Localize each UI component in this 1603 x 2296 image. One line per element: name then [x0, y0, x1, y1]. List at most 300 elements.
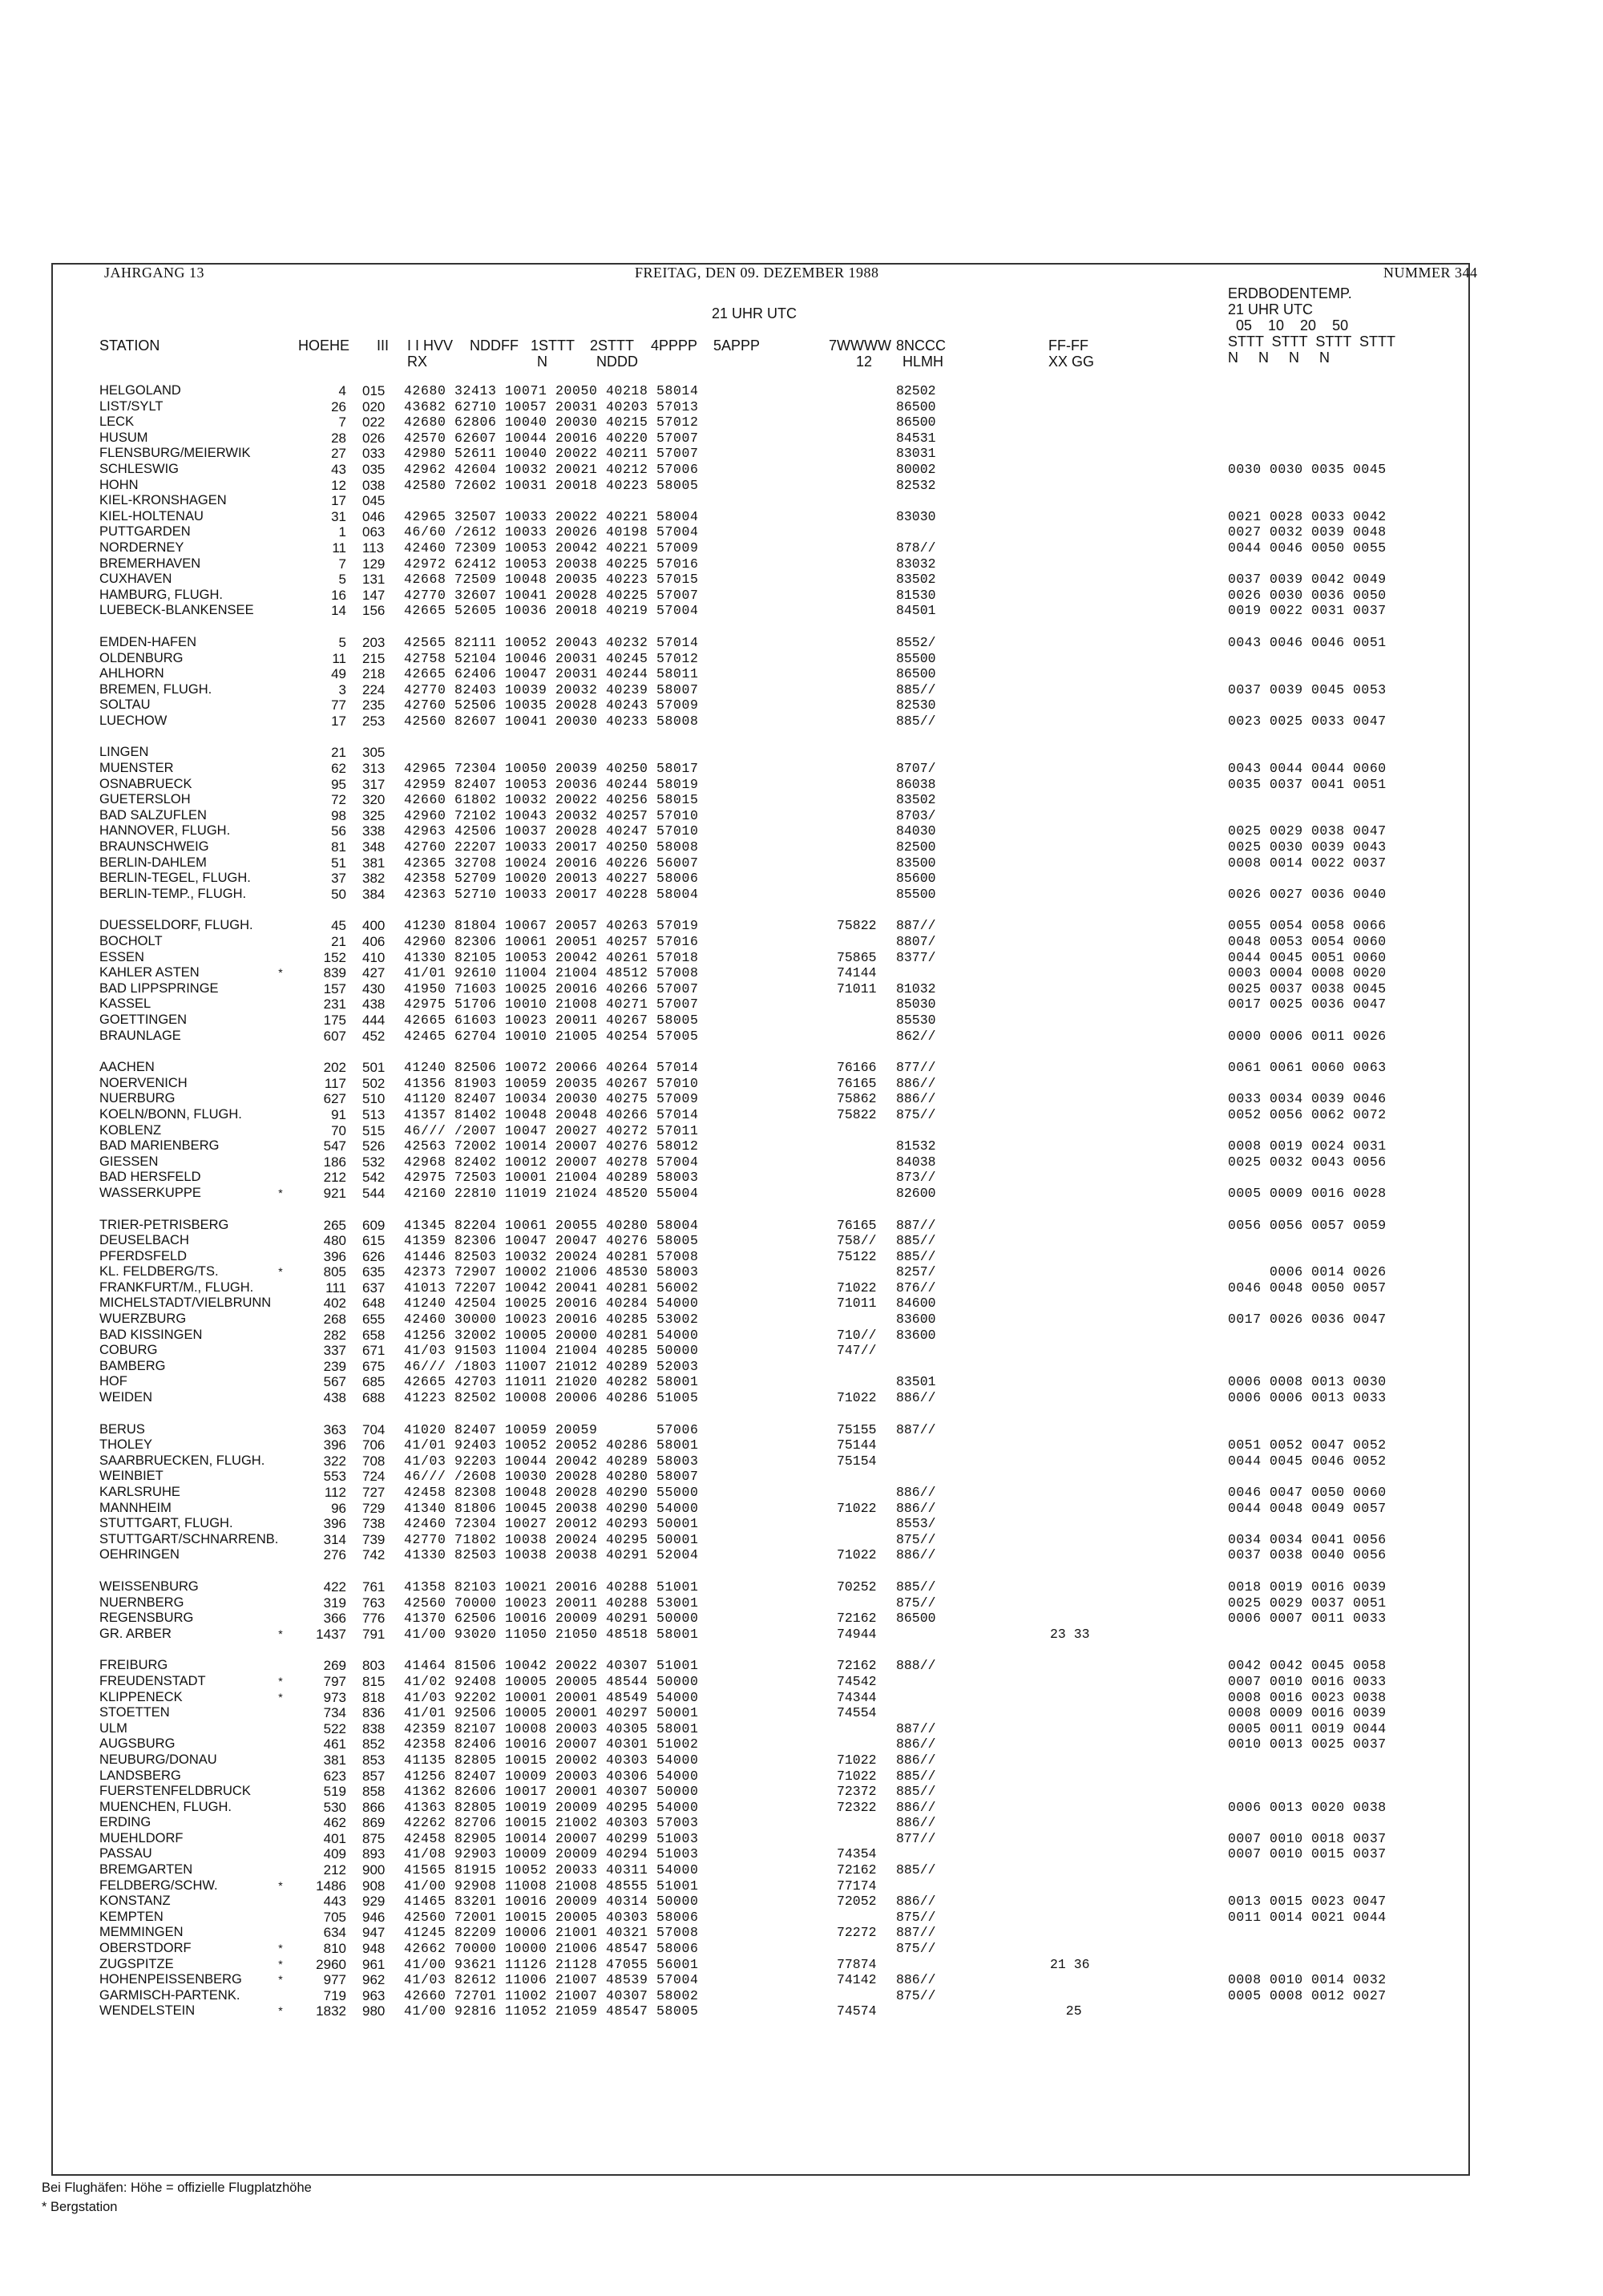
synop-groups: 41/01 92610 11004 21004 48512 57008: [404, 965, 699, 981]
station-name: MICHELSTADT/VIELBRUNN: [99, 1296, 272, 1311]
station-index: 776: [362, 1611, 386, 1627]
station-index: 852: [362, 1736, 386, 1752]
station-name: MUENSTER: [99, 761, 174, 776]
table-row: [0, 981, 1603, 997]
station-height: 51: [331, 855, 346, 871]
station-index: 444: [362, 1012, 386, 1028]
station-height: 26: [331, 398, 346, 414]
station-height: 152: [323, 949, 346, 965]
station-index: 224: [362, 681, 386, 697]
cloud-group: 86038: [896, 776, 936, 792]
station-name: TRIER-PETRISBERG: [99, 1217, 229, 1232]
station-index: 866: [362, 1799, 386, 1815]
station-name: WEISSENBURG: [99, 1578, 199, 1594]
mountain-station-marker: *: [278, 1674, 283, 1688]
station-height: 422: [323, 1578, 346, 1595]
cloud-group: 86500: [896, 1611, 936, 1627]
table-row: [0, 839, 1603, 855]
station-height: 402: [323, 1296, 346, 1312]
soil-temperatures: 0005 0011 0019 0044: [1228, 1720, 1387, 1736]
station-index: 215: [362, 650, 386, 666]
station-index: 900: [362, 1862, 386, 1878]
station-height: 17: [331, 713, 346, 729]
observation-time: 21 UHR UTC: [712, 305, 797, 321]
station-height: 49: [331, 666, 346, 682]
table-row: [0, 462, 1603, 478]
table-row: [0, 540, 1603, 556]
cloud-group: 888//: [896, 1658, 936, 1674]
synop-groups: 41/03 92202 10001 20001 48549 54000: [404, 1689, 699, 1705]
cloud-group: 862//: [896, 1028, 936, 1044]
station-name: KOBLENZ: [99, 1122, 162, 1138]
table-row: [0, 996, 1603, 1013]
weather-group: 74344: [837, 1689, 877, 1705]
cloud-group: 886//: [896, 1075, 936, 1091]
cloud-group: 8377/: [896, 949, 936, 965]
station-index: 706: [362, 1437, 386, 1453]
station-height: 522: [323, 1720, 346, 1736]
station-height: 112: [324, 1485, 346, 1500]
col-8nccc: 8NCCC: [896, 338, 947, 354]
cloud-group: 886//: [896, 1972, 936, 1988]
table-row: [0, 1218, 1603, 1234]
weather-group: 74142: [837, 1972, 877, 1988]
cloud-group: 84030: [896, 823, 936, 839]
cloud-group: 886//: [896, 1894, 936, 1910]
station-name: WASSERKUPPE: [99, 1185, 201, 1200]
station-index: 908: [362, 1878, 386, 1894]
station-name: MUENCHEN, FLUGH.: [99, 1799, 232, 1814]
station-index: 452: [362, 1028, 386, 1044]
table-row: [0, 651, 1603, 667]
station-height: 381: [323, 1752, 346, 1768]
station-height: 111: [325, 1279, 346, 1296]
table-row: [0, 1186, 1603, 1202]
cloud-group: 82600: [896, 1185, 936, 1201]
soil-temperatures: 0044 0045 0046 0052: [1228, 1453, 1387, 1469]
cloud-group: 886//: [896, 1390, 936, 1406]
col-2sttt: 2STTT: [590, 338, 635, 354]
soil-temp-depths: 05 10 20 50: [1236, 317, 1349, 333]
station-index: 729: [362, 1500, 386, 1516]
cloud-group: 877//: [896, 1830, 936, 1846]
cloud-group: 81532: [896, 1138, 936, 1154]
synop-groups: 42680 32413 10071 20050 40218 58014: [404, 383, 699, 398]
soil-temperatures: 0006 0014 0026: [1228, 1264, 1387, 1280]
station-name: NORDERNEY: [99, 540, 184, 555]
weather-group: 71022: [837, 1390, 877, 1406]
station-index: 685: [362, 1374, 386, 1390]
station-index: 038: [362, 477, 386, 493]
station-height: 396: [323, 1248, 346, 1264]
station-name: FREIBURG: [99, 1658, 168, 1673]
synop-groups: 42560 72001 10015 20005 40303 58006: [404, 1909, 699, 1925]
table-row: [0, 1925, 1603, 1941]
station-height: 17: [331, 493, 346, 509]
synop-groups: 42770 82403 10039 20032 40239 58007: [404, 681, 699, 697]
station-height: 50: [331, 886, 346, 902]
station-height: 396: [323, 1516, 346, 1532]
synop-groups: 41357 81402 10048 20048 40266 57014: [404, 1106, 699, 1122]
station-index: 325: [362, 807, 386, 823]
table-row: [0, 1469, 1603, 1485]
col-nddd: NDDD: [596, 354, 638, 370]
station-index: 410: [362, 949, 386, 965]
cloud-group: 887//: [896, 1217, 936, 1233]
cloud-group: 82532: [896, 477, 936, 493]
synop-groups: 41363 82805 10019 20009 40295 54000: [404, 1799, 699, 1815]
synop-groups: 42665 62406 10047 20031 40244 58011: [404, 666, 699, 682]
soil-temperatures: 0044 0045 0051 0060: [1228, 949, 1387, 965]
soil-temperatures: 0025 0030 0039 0043: [1228, 839, 1387, 855]
soil-temperatures: 0042 0042 0045 0058: [1228, 1658, 1387, 1674]
soil-temperatures: 0005 0008 0012 0027: [1228, 1987, 1387, 2003]
synop-groups: 42359 82107 10008 20003 40305 58001: [404, 1720, 699, 1736]
synop-groups: 42680 62806 10040 20030 40215 57012: [404, 414, 699, 430]
station-height: 547: [323, 1138, 346, 1154]
soil-temperatures: 0017 0026 0036 0047: [1228, 1312, 1387, 1328]
station-height: 77: [331, 697, 346, 713]
station-name: BREMERHAVEN: [99, 556, 201, 571]
station-name: LIST/SYLT: [99, 398, 164, 414]
table-row: [0, 1705, 1603, 1721]
station-index: 317: [362, 776, 386, 792]
synop-groups: 41240 42504 10025 20016 40284 54000: [404, 1296, 699, 1312]
station-index: 131: [362, 572, 386, 588]
station-name: STUTTGART, FLUGH.: [99, 1516, 233, 1531]
station-height: 438: [323, 1390, 346, 1406]
table-row: [0, 1846, 1603, 1862]
station-height: 973: [323, 1689, 346, 1705]
synop-groups: 42373 72907 10002 21006 48530 58003: [404, 1264, 699, 1280]
station-index: 320: [362, 792, 386, 808]
synop-groups: 41013 72207 10042 20041 40281 56002: [404, 1279, 699, 1296]
cloud-group: 875//: [896, 1941, 936, 1957]
table-row: [0, 745, 1603, 761]
synop-groups: 41/00 92908 11008 21008 48555 51001: [404, 1878, 699, 1894]
station-index: 381: [362, 855, 386, 871]
station-name: FUERSTENFELDBRUCK: [99, 1784, 251, 1799]
table-row: [0, 1894, 1603, 1910]
station-index: 046: [362, 508, 386, 524]
table-row: [0, 1170, 1603, 1186]
weather-group: 76166: [837, 1060, 877, 1076]
mountain-station-marker: *: [278, 966, 283, 980]
cloud-group: 875//: [896, 1531, 936, 1547]
station-index: 305: [362, 745, 386, 761]
station-name: KARLSRUHE: [99, 1485, 180, 1499]
station-name: WEINBIET: [99, 1469, 164, 1484]
mountain-station-marker: *: [278, 2004, 283, 2018]
wind-peak-group: 23 33: [1050, 1626, 1090, 1642]
synop-groups: 42965 72304 10050 20039 40250 58017: [404, 761, 699, 777]
cloud-group: 887//: [896, 918, 936, 934]
station-height: 11: [332, 540, 346, 556]
soil-temperatures: 0027 0032 0039 0048: [1228, 524, 1387, 540]
table-row: [0, 855, 1603, 871]
station-height: 202: [323, 1060, 346, 1076]
soil-temperatures: 0008 0019 0024 0031: [1228, 1138, 1387, 1154]
station-index: 542: [362, 1170, 386, 1186]
table-row: [0, 1123, 1603, 1139]
station-name: THOLEY: [99, 1437, 153, 1453]
station-name: OEHRINGEN: [99, 1547, 180, 1562]
station-index: 510: [362, 1091, 386, 1107]
table-row: [0, 1154, 1603, 1170]
weather-group: 72272: [837, 1925, 877, 1941]
table-row: [0, 823, 1603, 839]
synop-groups: 41356 81903 10059 20035 40267 57010: [404, 1075, 699, 1091]
station-name: BREMEN, FLUGH.: [99, 681, 212, 697]
weather-group: 71022: [837, 1768, 877, 1784]
station-index: 430: [362, 980, 386, 996]
station-index: 532: [362, 1154, 386, 1170]
synop-groups: 42758 52104 10046 20031 40245 57012: [404, 650, 699, 666]
cloud-group: 84038: [896, 1154, 936, 1170]
group-separator: [0, 729, 1603, 745]
weather-group: 74574: [837, 2003, 877, 2019]
synop-groups: 41370 62506 10016 20009 40291 50000: [404, 1611, 699, 1627]
cloud-group: 8552/: [896, 634, 936, 650]
soil-temperatures: 0055 0054 0058 0066: [1228, 918, 1387, 934]
station-name: BERUS: [99, 1421, 145, 1437]
station-index: 615: [362, 1233, 386, 1249]
synop-groups: 41/03 92203 10044 20042 40289 58003: [404, 1453, 699, 1469]
synop-groups: 42665 52605 10036 20018 40219 57004: [404, 603, 699, 619]
cloud-group: 875//: [896, 1595, 936, 1611]
cloud-group: 83600: [896, 1312, 936, 1328]
soil-temperatures: 0037 0039 0045 0053: [1228, 681, 1387, 697]
synop-groups: 42365 32708 10024 20016 40226 56007: [404, 855, 699, 871]
station-height: 28: [331, 430, 346, 446]
soil-temperatures: 0021 0028 0033 0042: [1228, 508, 1387, 524]
station-name: ZUGSPITZE: [99, 1956, 174, 1971]
station-index: 836: [362, 1705, 386, 1721]
station-name: BAD LIPPSPRINGE: [99, 980, 219, 996]
synop-groups: 41020 82407 10059 20059 57006: [404, 1421, 699, 1437]
station-index: 626: [362, 1248, 386, 1264]
station-index: 947: [362, 1925, 386, 1941]
weather-group: 75144: [837, 1437, 877, 1453]
weather-group: 71022: [837, 1547, 877, 1563]
soil-temperatures: 0007 0010 0018 0037: [1228, 1830, 1387, 1846]
group-separator: [0, 1202, 1603, 1218]
station-height: 27: [331, 446, 346, 462]
station-height: 734: [323, 1705, 346, 1721]
synop-groups: 41950 71603 10025 20016 40266 57007: [404, 980, 699, 996]
station-name: LANDSBERG: [99, 1768, 181, 1783]
table-row: [0, 1674, 1603, 1690]
cloud-group: 887//: [896, 1421, 936, 1437]
cloud-group: 886//: [896, 1815, 936, 1831]
soil-temperatures: 0007 0010 0016 0033: [1228, 1673, 1387, 1689]
weather-group: 76165: [837, 1075, 877, 1091]
cloud-group: 885//: [896, 1862, 936, 1878]
table-row: [0, 1091, 1603, 1107]
station-height: 21: [331, 934, 346, 949]
synop-groups: 42662 70000 10000 21006 48547 58006: [404, 1941, 699, 1957]
synop-groups: 42668 72509 10048 20035 40223 57015: [404, 572, 699, 588]
synop-groups: 42363 52710 10033 20017 40228 58004: [404, 886, 699, 902]
col-rx: RX: [407, 354, 428, 370]
soil-temperatures: 0025 0029 0037 0051: [1228, 1595, 1387, 1611]
synop-groups: 41230 81804 10067 20057 40263 57019: [404, 918, 699, 934]
station-height: 186: [323, 1154, 346, 1170]
synop-groups: 41/03 82612 11006 21007 48539 57004: [404, 1972, 699, 1988]
station-height: 62: [331, 761, 346, 777]
station-index: 704: [362, 1421, 386, 1437]
table-row: [0, 588, 1603, 604]
weather-group: 75865: [837, 949, 877, 965]
station-index: 655: [362, 1312, 386, 1328]
mountain-station-marker: *: [278, 1957, 283, 1971]
table-row: [0, 1627, 1603, 1643]
station-index: 218: [362, 666, 386, 682]
station-name: BERLIN-TEGEL, FLUGH.: [99, 871, 251, 886]
wind-peak-group: 25: [1050, 2003, 1082, 2019]
station-index: 875: [362, 1830, 386, 1846]
station-index: 671: [362, 1343, 386, 1359]
station-index: 253: [362, 713, 386, 729]
cloud-group: 885//: [896, 1784, 936, 1800]
cloud-group: 84531: [896, 430, 936, 446]
table-row: [0, 934, 1603, 950]
cloud-group: 81032: [896, 980, 936, 996]
table-row: [0, 1815, 1603, 1831]
cloud-group: 85500: [896, 650, 936, 666]
synop-groups: 42980 52611 10040 20022 40211 57007: [404, 446, 699, 462]
table-row: [0, 603, 1603, 619]
cloud-group: 81530: [896, 587, 936, 603]
table-row: [0, 1138, 1603, 1154]
cloud-group: 83030: [896, 508, 936, 524]
station-name: BRAUNLAGE: [99, 1028, 181, 1043]
station-height: 634: [323, 1925, 346, 1941]
station-index: 026: [362, 430, 386, 446]
synop-groups: 41/08 92903 10009 20009 40294 51003: [404, 1846, 699, 1862]
station-index: 609: [362, 1217, 386, 1233]
station-name: LUECHOW: [99, 713, 168, 728]
soil-temperatures: 0061 0061 0060 0063: [1228, 1060, 1387, 1076]
station-name: HOF: [99, 1374, 127, 1389]
station-name: HELGOLAND: [99, 383, 181, 398]
table-row: [0, 1690, 1603, 1706]
table-row: [0, 1988, 1603, 2004]
synop-groups: 41/00 92816 11052 21059 48547 58005: [404, 2003, 699, 2019]
cloud-group: 83500: [896, 855, 936, 871]
table-row: [0, 399, 1603, 415]
weather-group: 74354: [837, 1846, 877, 1862]
table-row: [0, 792, 1603, 808]
table-row: [0, 1343, 1603, 1359]
table-row: [0, 808, 1603, 824]
station-index: 963: [362, 1987, 386, 2003]
station-height: 37: [331, 871, 346, 887]
soil-temperatures: 0034 0034 0041 0056: [1228, 1531, 1387, 1547]
station-index: 020: [362, 398, 386, 414]
cloud-group: 885//: [896, 713, 936, 729]
table-row: [0, 446, 1603, 462]
table-row: [0, 761, 1603, 777]
table-row: [0, 1374, 1603, 1390]
station-name: OSNABRUECK: [99, 776, 192, 791]
station-height: 43: [331, 461, 346, 477]
group-separator: [0, 1406, 1603, 1422]
station-name: BOCHOLT: [99, 934, 163, 948]
station-name: PASSAU: [99, 1846, 152, 1861]
table-row: [0, 1547, 1603, 1563]
cloud-group: 83501: [896, 1374, 936, 1390]
station-name: KASSEL: [99, 996, 151, 1012]
station-index: 235: [362, 697, 386, 713]
cloud-group: 886//: [896, 1752, 936, 1768]
station-height: 175: [323, 1012, 346, 1028]
table-row: [0, 1437, 1603, 1453]
cloud-group: 85600: [896, 871, 936, 887]
col-1sttt: 1STTT: [531, 338, 575, 354]
table-row: [0, 1910, 1603, 1926]
station-name: COBURG: [99, 1343, 158, 1358]
synop-groups: 41330 82105 10053 20042 40261 57018: [404, 949, 699, 965]
station-name: FELDBERG/SCHW.: [99, 1878, 218, 1893]
table-row: [0, 1107, 1603, 1123]
station-height: 567: [323, 1374, 346, 1390]
synop-groups: 41/03 91503 11004 21004 40285 50000: [404, 1343, 699, 1359]
synop-groups: 41/00 93020 11050 21050 48518 58001: [404, 1626, 699, 1642]
station-index: 045: [362, 493, 386, 509]
weather-group: 71011: [837, 980, 877, 996]
volume-label: JAHRGANG 13: [104, 265, 205, 281]
weather-group: 747//: [837, 1343, 877, 1359]
cloud-group: 80002: [896, 461, 936, 477]
station-name: WEIDEN: [99, 1390, 152, 1405]
station-height: 627: [323, 1091, 346, 1107]
station-name: GOETTINGEN: [99, 1012, 188, 1027]
cloud-group: 8707/: [896, 761, 936, 777]
soil-temperatures: 0008 0009 0016 0039: [1228, 1705, 1387, 1721]
cloud-group: 877//: [896, 1060, 936, 1076]
station-name: KIEL-HOLTENAU: [99, 508, 204, 523]
synop-groups: 43682 62710 10057 20031 40203 57013: [404, 398, 699, 414]
table-row: [0, 556, 1603, 572]
station-height: 95: [331, 776, 346, 792]
mountain-station-marker: *: [278, 1878, 283, 1892]
station-index: 946: [362, 1909, 386, 1925]
soil-temperatures: 0010 0013 0025 0037: [1228, 1736, 1387, 1752]
soil-temperatures: 0025 0037 0038 0045: [1228, 980, 1387, 996]
table-row: [0, 666, 1603, 682]
cloud-group: 885//: [896, 1248, 936, 1264]
station-name: BERLIN-TEMP., FLUGH.: [99, 886, 247, 901]
soil-temperatures: 0005 0009 0016 0028: [1228, 1185, 1387, 1201]
station-name: SOLTAU: [99, 697, 151, 713]
table-row: [0, 383, 1603, 399]
wind-peak-group: 21 36: [1050, 1956, 1090, 1972]
issue-number: NUMMER 344: [1383, 265, 1478, 281]
table-row: [0, 1296, 1603, 1312]
synop-groups: 46/60 /2612 10033 20026 40198 57004: [404, 524, 699, 540]
soil-temperatures: 0000 0006 0011 0026: [1228, 1028, 1387, 1044]
synop-groups: 41464 81506 10042 20022 40307 51001: [404, 1658, 699, 1674]
station-height: 805: [323, 1264, 346, 1280]
weather-group: 72162: [837, 1658, 877, 1674]
table-row: [0, 965, 1603, 981]
station-name: MANNHEIM: [99, 1500, 172, 1515]
cloud-group: 82500: [896, 839, 936, 855]
station-index: 427: [362, 965, 386, 981]
cloud-group: 8703/: [896, 807, 936, 823]
station-name: PFERDSFELD: [99, 1248, 188, 1263]
